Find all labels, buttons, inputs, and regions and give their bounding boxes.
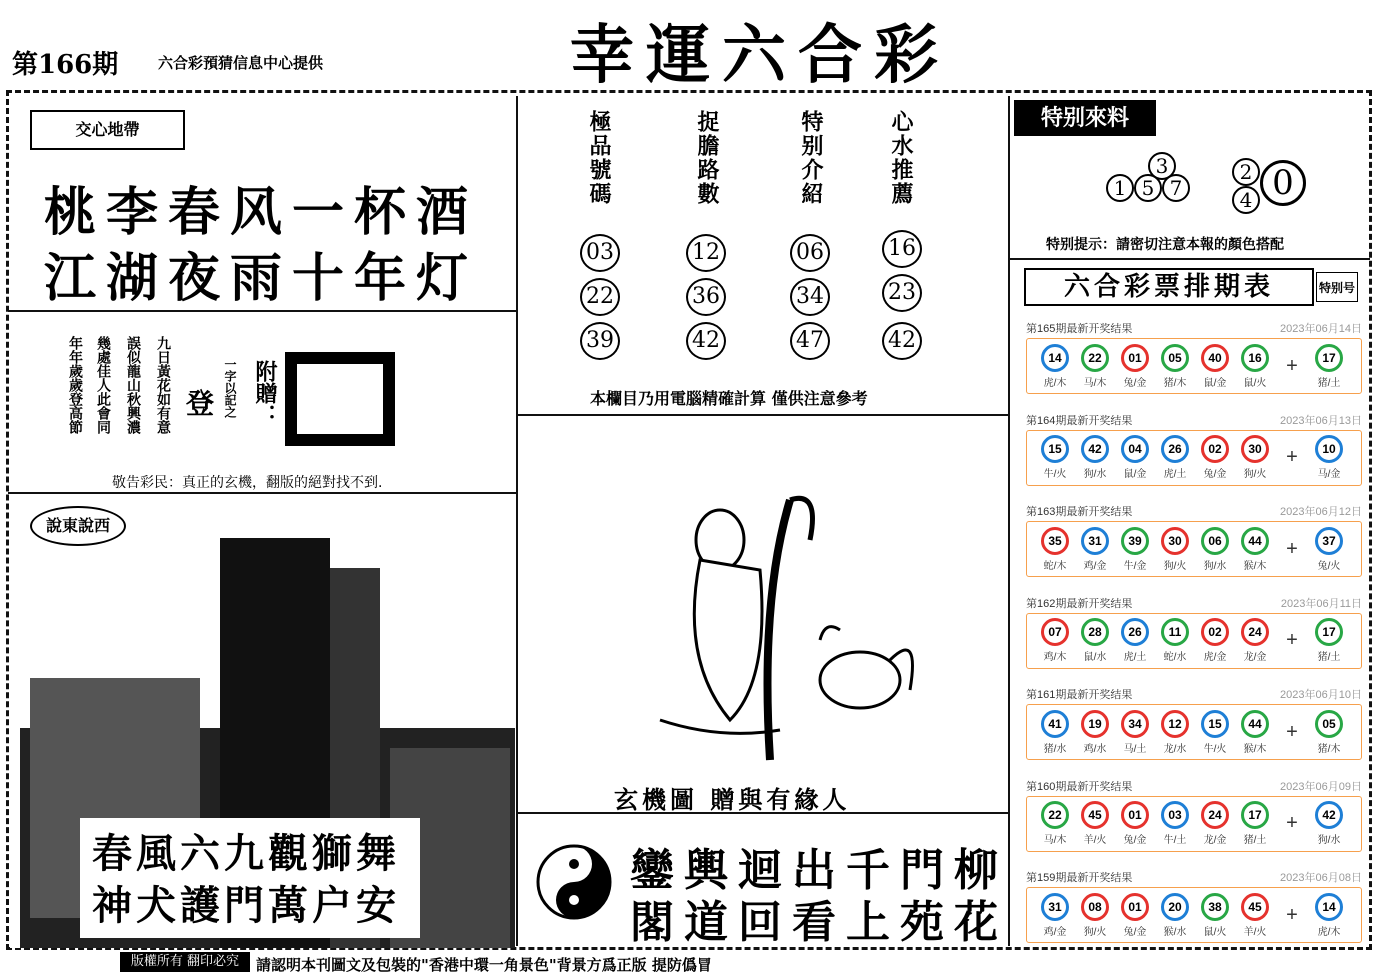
ball-item	[1117, 344, 1153, 389]
divider-left	[516, 96, 518, 946]
riddle-column-2: 誤似龍山秋興濃	[125, 336, 141, 434]
ball-number: 01	[1121, 344, 1149, 372]
result-date: 2023年06月09日	[1280, 780, 1362, 793]
ball-zodiac: 马/金	[1317, 469, 1341, 480]
ball-item	[1157, 710, 1193, 755]
ball-item	[1197, 435, 1233, 480]
ball-zodiac: 猪/土	[1243, 835, 1267, 846]
ball-item	[1311, 344, 1347, 389]
ball-zodiac: 猴/木	[1243, 743, 1267, 755]
footer-text: 請認明本刊圖文及包裝的"香港中環一角景色"背景方爲正版 提防僞冒	[256, 956, 712, 974]
ball-item	[1117, 435, 1153, 480]
issue-number: 第166期	[12, 50, 119, 80]
ball-zodiac: 牛/金	[1123, 560, 1147, 572]
ball-zodiac: 兔/金	[1203, 469, 1227, 480]
ball-number: 15	[1041, 435, 1069, 463]
ball-item	[1157, 893, 1193, 938]
ball-item	[1157, 527, 1193, 572]
special-number: 5	[1134, 174, 1162, 202]
schedule-tag: 特别号	[1316, 272, 1358, 302]
ball-zodiac: 鼠/水	[1083, 652, 1107, 663]
number-circle: 23	[882, 274, 922, 312]
ball-number: 42	[1081, 435, 1109, 463]
divider-h5	[1010, 258, 1370, 260]
ball-zodiac: 牛/土	[1163, 835, 1187, 846]
ball-zodiac: 狗/火	[1163, 560, 1187, 572]
ball-item	[1077, 527, 1113, 572]
result-date: 2023年06月12日	[1280, 506, 1362, 518]
ball-number: 22	[1041, 801, 1069, 829]
ball-number: 20	[1161, 893, 1189, 921]
ball-zodiac: 羊/火	[1243, 926, 1267, 938]
ball-item	[1117, 527, 1153, 572]
ball-number: 26	[1121, 618, 1149, 646]
ball-number: 42	[1315, 801, 1343, 829]
ball-number: 03	[1161, 801, 1189, 829]
ball-zodiac: 龙/水	[1163, 743, 1187, 755]
ball-item	[1311, 435, 1347, 480]
number-circle: 42	[686, 322, 726, 360]
ball-zodiac: 猪/土	[1317, 652, 1341, 663]
number-circle: 06	[790, 234, 830, 272]
ball-number: 34	[1121, 710, 1149, 738]
ball-item	[1237, 435, 1273, 480]
plus-icon: +	[1286, 629, 1298, 651]
result-label: 第164期最新开奖结果	[1026, 414, 1133, 427]
result-header	[1026, 320, 1362, 338]
riddle-column-4: 年年歲歲登高節	[67, 336, 83, 434]
ball-item	[1197, 527, 1233, 572]
ball-number: 10	[1315, 435, 1343, 463]
result-row	[1026, 503, 1362, 587]
ball-item	[1037, 893, 1073, 938]
ball-number: 19	[1081, 710, 1109, 738]
provider-text: 六合彩預猜信息中心提供	[158, 54, 324, 72]
bottom-poem-line2: 閣道回看上苑花	[630, 897, 1008, 948]
ball-zodiac: 虎/木	[1317, 926, 1341, 938]
result-balls	[1026, 338, 1362, 394]
ball-item	[1037, 618, 1073, 663]
ball-item	[1077, 801, 1113, 846]
east-west-line2: 神犬護門萬户安	[92, 883, 400, 929]
plus-icon: +	[1286, 720, 1298, 743]
ball-number: 38	[1201, 893, 1229, 921]
ball-number: 14	[1315, 893, 1343, 921]
ball-number: 17	[1315, 618, 1343, 646]
ball-number: 16	[1241, 344, 1269, 372]
special-tip: 特别提示：請密切注意本報的顏色搭配	[1046, 237, 1284, 253]
warning-notice: 敬告彩民：真正的玄機，翻版的絕對找不到.	[112, 475, 383, 491]
ball-item	[1037, 344, 1073, 389]
ball-zodiac: 蛇/水	[1163, 652, 1187, 663]
heart-poem-line1: 桃李春风一杯酒	[44, 183, 479, 243]
result-date: 2023年06月14日	[1280, 323, 1362, 335]
ball-number: 35	[1041, 527, 1069, 555]
result-header	[1026, 595, 1362, 613]
ball-number: 05	[1315, 710, 1343, 738]
ball-number: 15	[1201, 710, 1229, 738]
ball-item	[1197, 710, 1233, 755]
result-label: 第159期最新开奖结果	[1026, 872, 1133, 884]
result-row	[1026, 320, 1362, 404]
ball-zodiac: 马/土	[1123, 743, 1147, 755]
ball-zodiac: 鼠/火	[1243, 377, 1267, 389]
ball-zodiac: 鸡/金	[1083, 560, 1107, 572]
result-balls	[1026, 704, 1362, 760]
ball-zodiac: 猴/木	[1243, 560, 1267, 572]
ball-number: 30	[1241, 435, 1269, 463]
plus-icon: +	[1286, 354, 1298, 377]
ball-zodiac: 兔/金	[1123, 377, 1147, 389]
heart-banner: 交心地帶	[30, 110, 185, 150]
ball-item	[1237, 618, 1273, 663]
plus-icon: +	[1286, 446, 1298, 468]
ball-number: 06	[1201, 527, 1229, 555]
ball-zodiac: 猴/水	[1163, 926, 1187, 938]
ball-item	[1077, 893, 1113, 938]
ball-item	[1311, 618, 1347, 663]
ball-zodiac: 牛/火	[1203, 743, 1227, 755]
ball-number: 24	[1241, 618, 1269, 646]
ball-number: 17	[1241, 801, 1269, 829]
ball-item	[1197, 893, 1233, 938]
divider-right	[1008, 96, 1010, 946]
result-date: 2023年06月08日	[1280, 872, 1362, 884]
result-date: 2023年06月10日	[1280, 689, 1362, 701]
ball-number: 04	[1121, 435, 1149, 463]
ball-item	[1077, 710, 1113, 755]
result-label: 第162期最新开奖结果	[1026, 597, 1133, 610]
result-row	[1026, 869, 1362, 953]
special-big-number: 0	[1260, 160, 1306, 206]
ball-zodiac: 狗/火	[1083, 926, 1107, 938]
ball-number: 24	[1201, 801, 1229, 829]
result-date: 2023年06月11日	[1280, 597, 1362, 610]
ball-zodiac: 蛇/木	[1043, 560, 1067, 572]
ball-zodiac: 虎/木	[1043, 377, 1067, 389]
ball-zodiac: 虎/土	[1123, 652, 1147, 663]
ball-number: 02	[1201, 435, 1229, 463]
result-header	[1026, 412, 1362, 430]
ball-number: 40	[1201, 344, 1229, 372]
heart-poem-line2: 江湖夜雨十年灯	[44, 249, 479, 309]
ball-item	[1197, 344, 1233, 389]
number-circle: 12	[686, 234, 726, 272]
number-circle: 47	[790, 322, 830, 360]
result-label: 第165期最新开奖结果	[1026, 323, 1133, 335]
ball-item	[1077, 344, 1113, 389]
ball-item	[1197, 618, 1233, 663]
ball-zodiac: 鸡/木	[1043, 652, 1067, 663]
result-row	[1026, 686, 1362, 770]
result-date: 2023年06月13日	[1280, 414, 1362, 427]
ball-zodiac: 龙/金	[1203, 835, 1227, 846]
ball-number: 07	[1041, 618, 1069, 646]
ball-zodiac: 鼠/金	[1203, 377, 1227, 389]
result-header	[1026, 869, 1362, 887]
ball-number: 12	[1161, 710, 1189, 738]
ball-number: 41	[1041, 710, 1069, 738]
ball-item	[1117, 893, 1153, 938]
ball-zodiac: 猪/木	[1317, 743, 1341, 755]
ball-item	[1157, 435, 1193, 480]
ball-item	[1037, 710, 1073, 755]
ball-number: 22	[1081, 344, 1109, 372]
ball-item	[1037, 527, 1073, 572]
ball-number: 31	[1041, 893, 1069, 921]
calc-note: 本欄目乃用電腦精確計算 僅供注意參考	[590, 389, 868, 408]
plus-icon: +	[1286, 812, 1298, 834]
ball-number: 14	[1041, 344, 1069, 372]
result-balls	[1026, 887, 1362, 943]
result-label: 第163期最新开奖结果	[1026, 506, 1133, 518]
ball-number: 39	[1121, 527, 1149, 555]
ball-number: 08	[1081, 893, 1109, 921]
ball-zodiac: 狗/水	[1317, 835, 1341, 846]
bottom-poem-line1: 鑾輿迴出千門柳	[630, 845, 1008, 896]
riddle-hint: 一字以記之	[223, 358, 237, 418]
gift-box-inner	[297, 364, 383, 434]
riddle-answer: 登	[186, 387, 215, 420]
ball-zodiac: 猪/木	[1163, 377, 1187, 389]
ball-number: 02	[1201, 618, 1229, 646]
result-balls	[1026, 796, 1362, 852]
special-number: 7	[1162, 174, 1190, 202]
result-label: 第160期最新开奖结果	[1026, 780, 1133, 793]
ball-item	[1311, 710, 1347, 755]
ball-item	[1157, 344, 1193, 389]
ball-item	[1237, 893, 1273, 938]
special-number: 1	[1106, 174, 1134, 202]
ball-item	[1157, 801, 1193, 846]
result-header	[1026, 686, 1362, 704]
result-balls	[1026, 613, 1362, 669]
result-header	[1026, 503, 1362, 521]
yinyang-icon	[536, 844, 612, 920]
ball-item	[1077, 618, 1113, 663]
ball-item	[1117, 710, 1153, 755]
ball-zodiac: 鸡/金	[1043, 926, 1067, 938]
ball-item	[1157, 618, 1193, 663]
ball-zodiac: 虎/土	[1163, 469, 1187, 480]
ball-number: 44	[1241, 710, 1269, 738]
ball-number: 45	[1241, 893, 1269, 921]
ball-zodiac: 兔/金	[1123, 835, 1147, 846]
ball-number: 26	[1161, 435, 1189, 463]
ball-number: 11	[1161, 618, 1189, 646]
ball-item	[1311, 801, 1347, 846]
ball-number: 44	[1241, 527, 1269, 555]
ball-number: 30	[1161, 527, 1189, 555]
divider-h3	[518, 414, 1008, 416]
ball-number: 01	[1121, 893, 1149, 921]
ball-zodiac: 羊/火	[1083, 835, 1107, 846]
ball-number: 28	[1081, 618, 1109, 646]
sage-caption: 玄機圖 贈與有緣人	[614, 785, 851, 814]
ball-item	[1117, 801, 1153, 846]
riddle-column-1: 九日黃花如有意	[155, 336, 171, 434]
number-circle: 22	[580, 278, 620, 316]
ball-zodiac: 虎/金	[1203, 652, 1227, 663]
result-row	[1026, 778, 1362, 862]
ball-number: 01	[1121, 801, 1149, 829]
plus-icon: +	[1286, 903, 1298, 926]
special-banner: 特别來料	[1014, 100, 1156, 136]
result-header	[1026, 778, 1362, 796]
number-circle: 16	[882, 230, 922, 268]
ball-item	[1037, 435, 1073, 480]
ball-item	[1197, 801, 1233, 846]
ball-zodiac: 兔/火	[1317, 560, 1341, 572]
column-header-2: 捉膽路數	[694, 110, 720, 206]
ball-number: 37	[1315, 527, 1343, 555]
ball-zodiac: 狗/火	[1243, 469, 1267, 480]
ball-zodiac: 狗/水	[1083, 469, 1107, 480]
column-header-1: 極品號碼	[586, 110, 612, 206]
column-header-3: 特别介紹	[798, 110, 824, 206]
ball-zodiac: 龙/金	[1243, 652, 1267, 663]
ball-zodiac: 马/木	[1043, 835, 1067, 846]
ball-zodiac: 猪/土	[1317, 377, 1341, 389]
schedule-title: 六合彩票排期表	[1024, 268, 1314, 306]
ball-item	[1077, 435, 1113, 480]
sage-illustration	[620, 480, 940, 780]
ball-number: 31	[1081, 527, 1109, 555]
riddle-column-3: 幾處佳人此會同	[95, 336, 111, 434]
number-circle: 34	[790, 278, 830, 316]
ball-zodiac: 马/木	[1083, 377, 1107, 389]
page-title: 幸運六合彩	[570, 18, 950, 93]
ball-zodiac: 兔/金	[1123, 926, 1147, 938]
gift-label: 附贈：	[252, 360, 278, 426]
ball-zodiac: 猪/水	[1043, 743, 1067, 755]
east-west-badge: 說東說西	[30, 506, 126, 546]
number-circle: 39	[580, 322, 620, 360]
ball-zodiac: 牛/火	[1043, 469, 1067, 480]
plus-icon: +	[1286, 537, 1298, 560]
result-balls	[1026, 430, 1362, 486]
copyright-badge: 版權所有 翻印必究	[120, 952, 250, 972]
ball-item	[1311, 527, 1347, 572]
ball-zodiac: 鼠/金	[1123, 469, 1147, 480]
ball-item	[1237, 801, 1273, 846]
number-circle: 42	[882, 322, 922, 360]
special-number: 4	[1232, 186, 1260, 214]
result-row	[1026, 412, 1362, 496]
ball-item	[1311, 893, 1347, 938]
ball-item	[1237, 710, 1273, 755]
ball-zodiac: 鼠/火	[1203, 926, 1227, 938]
result-label: 第161期最新开奖结果	[1026, 689, 1133, 701]
ball-zodiac: 鸡/水	[1083, 743, 1107, 755]
divider-h2	[8, 492, 516, 494]
east-west-line1: 春風六九觀獅舞	[92, 831, 400, 877]
ball-number: 45	[1081, 801, 1109, 829]
ball-item	[1237, 527, 1273, 572]
ball-item	[1117, 618, 1153, 663]
ball-item	[1237, 344, 1273, 389]
column-header-4: 心水推薦	[888, 110, 914, 206]
ball-number: 05	[1161, 344, 1189, 372]
result-balls	[1026, 521, 1362, 577]
ball-item	[1037, 801, 1073, 846]
special-number: 3	[1148, 152, 1176, 180]
ball-number: 17	[1315, 344, 1343, 372]
special-number: 2	[1232, 158, 1260, 186]
number-circle: 03	[580, 234, 620, 272]
ball-zodiac: 狗/水	[1203, 560, 1227, 572]
number-circle: 36	[686, 278, 726, 316]
result-row	[1026, 595, 1362, 679]
